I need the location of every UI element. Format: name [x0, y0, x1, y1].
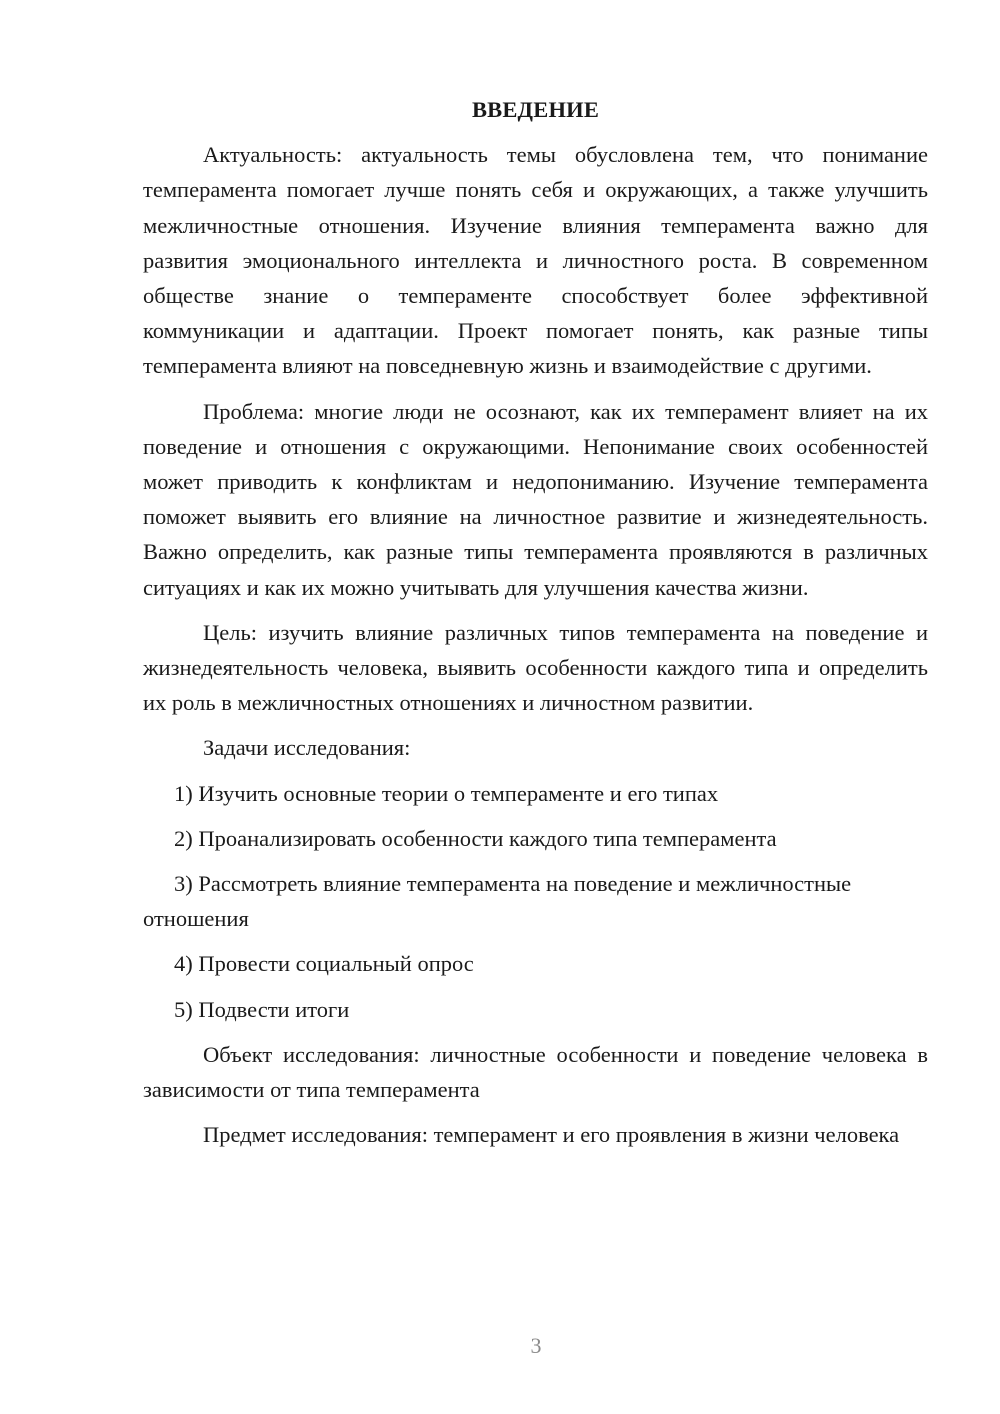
- page-content: [143, 92, 928, 1152]
- subject-paragraph: Предмет исследования: темперамент и его проявления в жизни человека: [203, 1122, 900, 1148]
- page-title: ВВЕДЕНИЕ: [471, 97, 600, 122]
- object-paragraph: Объект исследования: личностные особенности и поведение человека в зависимости от типа темперамента: [143, 1041, 928, 1103]
- problem-paragraph: Проблема: многие люди не осознают, как их темперамент влияет на их поведение и отношения с окружающими. Непонимание своих особенностей может приводить к конфликтам и недопониманию. Изучение темперамента поможет выявить его влияние на личностное развитие и жизнедеятельность. Важно определить, как разные типы темперамента проявляются в различных ситуациях и как их можно учитывать для улучшения качества жизни.: [143, 398, 928, 600]
- task-item: 5) Подвести итоги: [174, 996, 350, 1022]
- task-item: 3) Рассмотреть влияние темперамента на поведение и межличностные отношения: [143, 871, 852, 932]
- goal-paragraph: Цель: изучить влияние различных типов темперамента на поведение и жизнедеятельность человека, выявить особенности каждого типа и определить их роль в межличностных отношениях и личностном развитии.: [143, 619, 928, 716]
- task-item: 2) Проанализировать особенности каждого типа темперамента: [174, 825, 777, 851]
- page-number: 3: [530, 1333, 542, 1358]
- task-item: 4) Провести социальный опрос: [174, 951, 474, 977]
- relevance-paragraph: Актуальность: актуальность темы обусловлена тем, что понимание темперамента помогает лучше понять себя и окружающих, а также улучшить межличностные отношения. Изучение влияния темперамента важно для развития эмоционального интеллекта и личностного роста. В современном обществе знание о темпераменте способствует более эффективной коммуникации и адаптации. Проект помогает понять, как разные типы темперамента влияют на повседневную жизнь и взаимодействие с другими.: [143, 142, 928, 379]
- tasks-heading: Задачи исследования:: [203, 735, 411, 761]
- task-item: 1) Изучить основные теории о темпераменте и его типах: [174, 780, 719, 806]
